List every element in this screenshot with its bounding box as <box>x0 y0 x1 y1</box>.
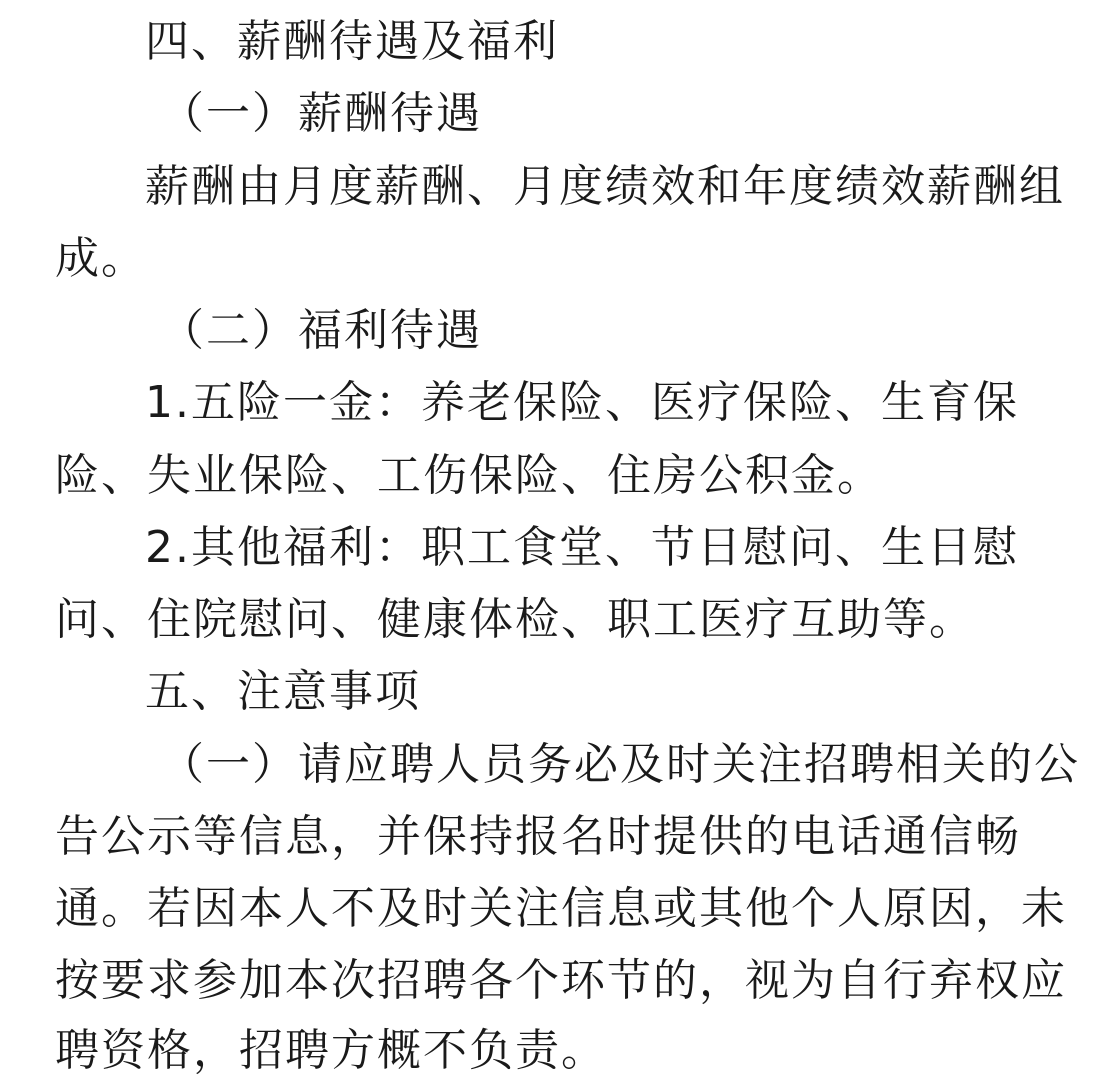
subheading-benefits: （二）福利待遇 <box>160 305 482 356</box>
note-paragraph-line: （一）请应聘人员务必及时关注招聘相关的公 <box>160 739 1080 790</box>
benefit-item-line: 1.五险一金：养老保险、医疗保险、生育保 <box>145 377 1019 428</box>
note-paragraph-line: 通。若因本人不及时关注信息或其他个人原因，未 <box>55 883 1067 934</box>
note-paragraph-line: 告公示等信息，并保持报名时提供的电话通信畅 <box>55 811 1021 862</box>
section-heading-salary-benefits: 四、薪酬待遇及福利 <box>145 16 559 67</box>
benefit-item-line: 险、失业保险、工伤保险、住房公积金。 <box>55 450 883 501</box>
salary-paragraph-line: 成。 <box>55 233 147 284</box>
benefit-item-line: 问、住院慰问、健康体检、职工医疗互助等。 <box>55 594 975 645</box>
benefit-item-line: 2.其他福利：职工食堂、节日慰问、生日慰 <box>145 522 1019 573</box>
note-paragraph-line: 聘资格，招聘方概不负责。 <box>55 1025 607 1076</box>
salary-paragraph-line: 薪酬由月度薪酬、月度绩效和年度绩效薪酬组 <box>145 161 1065 212</box>
note-paragraph-line: 按要求参加本次招聘各个环节的，视为自行弃权应 <box>55 955 1067 1006</box>
subheading-salary: （一）薪酬待遇 <box>160 88 482 139</box>
section-heading-notes: 五、注意事项 <box>145 666 421 717</box>
